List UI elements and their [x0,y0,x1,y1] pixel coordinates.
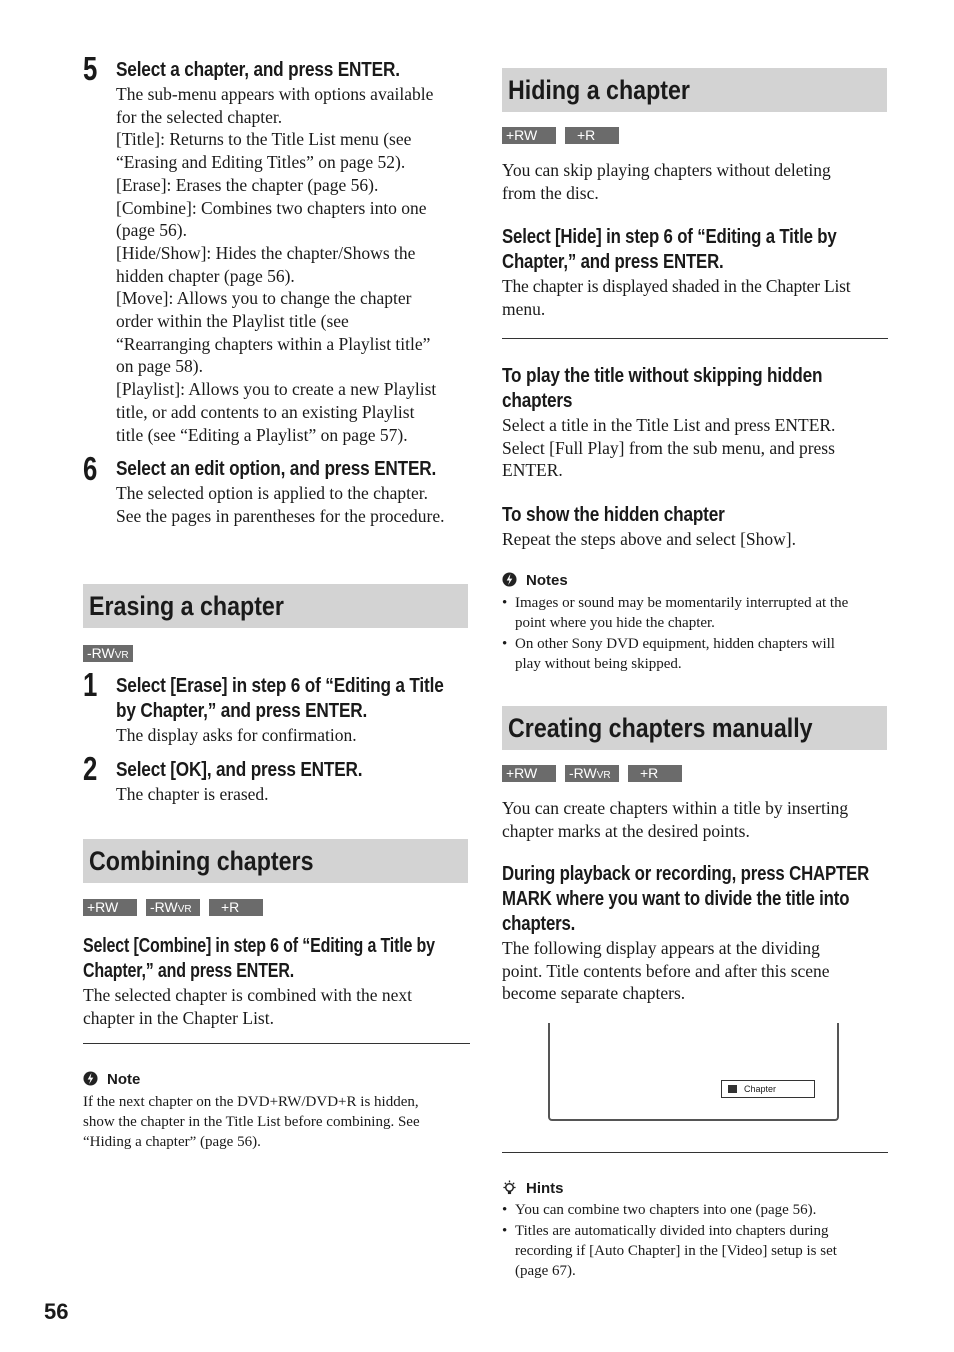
list-item: • On other Sony DVD equipment, hidden chapters will play without being skipped. [502,634,892,674]
instruction-body: The following display appears at the dividing [502,938,820,958]
format-badges [502,765,682,782]
divider [502,1152,888,1153]
subheading: To play the title without skipping hidden [502,365,823,387]
instruction-heading: During playback or recording, press CHAPTER [502,863,870,885]
step-body: The sub-menu appears with options available for the selected chapter. [Title]: Returns to the Title List menu (see “Erasing and Editing Titles” on page 52). [Erase]: Erases the chapter (page 56). [Combine]: Combines two chapters into one (page 56). [Hide/Show]: Hides the chapter/Shows the hidden chapter (page 56). [Move]: Allows you to change the chapter order within the Playlist title (see “Rearranging chapters within a Playlist title” on page 58). [Playlist]: Allows you to create a new Playlist title, or add contents to an existing Playlist title (see “Editing a Playlist” on page 57). [116,84,437,445]
hints-heading [502,1180,564,1198]
sub-body: Select [Full Play] from the sub menu, and press [502,437,835,458]
hiding-intro: You can skip playing chapters without deleting from the disc. [502,160,831,203]
hints-list [502,1200,892,1281]
notes-list [502,593,892,674]
section-title-creating: Creating chapters manually [502,706,887,750]
step-body: The display asks for confirmation. [116,725,357,745]
hints-label: Hints [526,1180,564,1197]
notes-label: Notes [526,572,568,589]
note-label: Note [107,1071,141,1088]
divider [83,1043,470,1044]
tv-screen-illustration [548,1023,839,1121]
badge-rw-vr: -RWVR [565,765,619,782]
notes-heading [502,572,568,590]
play-without-skipping [502,364,888,482]
instruction-body: menu. [502,298,546,319]
instruction-heading: MARK where you want to divide the title into [502,888,850,910]
badge-rw-vr: -RWVR [146,899,200,916]
subheading: To show the hidden chapter [502,504,725,526]
list-item: • Images or sound may be momentarily interrupted at the point where you hide the chapter. [502,593,892,633]
badge-plus-rw: +RW [502,127,556,144]
format-badges [502,127,619,144]
step-heading: by Chapter,” and press ENTER. [116,700,368,722]
lightbulb-icon [502,1180,517,1195]
badge-plus-r: +R [628,765,682,782]
step-number: 5 [83,50,98,87]
instruction-body: become separate chapters. [502,983,686,1004]
create-instruction [502,862,888,1005]
creating-intro: You can create chapters within a title by inserting chapter marks at the desired points. [502,798,849,841]
badge-plus-r: +R [209,899,263,916]
instruction-heading: Chapter,” and press ENTER. [83,960,295,982]
instruction-body: The chapter is displayed shaded in the Chapter List [502,276,851,296]
sub-body: ENTER. [502,460,563,481]
note-heading [83,1071,140,1089]
chapter-label: Chapter [744,1084,777,1094]
hide-instruction [502,225,888,320]
step-heading: Select [OK], and press ENTER. [116,759,363,781]
badge-plus-rw: +RW [83,899,137,916]
instruction-heading: Chapter,” and press ENTER. [502,251,724,273]
show-hidden-chapter [502,503,888,551]
erase-step-2 [83,752,471,806]
sub-body: Select a title in the Title List and press ENTER. [502,415,836,435]
list-item: • You can combine two chapters into one (page 56). [502,1200,892,1220]
step-number: 2 [83,750,98,787]
instruction-heading: Select [Combine] in step 6 of “Editing a Title by [83,935,435,957]
instruction-body: chapter in the Chapter List. [83,1007,274,1028]
section-title-combining: Combining chapters [83,839,468,883]
format-badges [83,645,133,662]
erase-step-1 [83,668,471,747]
step-6 [83,452,471,527]
section-title-erasing: Erasing a chapter [83,584,468,628]
badge-rw-vr: -RWVR [83,645,133,662]
divider [502,338,888,339]
step-number: 1 [83,666,98,703]
badge-plus-rw: +RW [502,765,556,782]
step-heading: Select an edit option, and press ENTER. [116,458,437,480]
step-body: The selected option is applied to the chapter. See the pages in parentheses for the procedure. [116,483,445,526]
note-icon [83,1071,98,1086]
step-heading: Select a chapter, and press ENTER. [116,59,400,81]
chapter-mark-display [721,1080,815,1098]
sub-body: Repeat the steps above and select [Show]. [502,529,797,549]
chapter-icon [728,1085,737,1093]
note-body: If the next chapter on the DVD+RW/DVD+R is hidden, show the chapter in the Title List before combining. See “Hiding a chapter” (page 56). [83,1094,420,1150]
format-badges [83,899,263,916]
combine-instruction [83,934,471,1029]
badge-plus-r: +R [565,127,619,144]
step-number: 6 [83,450,98,487]
instruction-heading: Select [Hide] in step 6 of “Editing a Title by [502,226,837,248]
instruction-body: point. Title contents before and after this scene [502,960,830,981]
step-body: The chapter is erased. [116,784,269,804]
subheading: chapters [502,390,573,412]
section-title-hiding: Hiding a chapter [502,68,887,112]
step-heading: Select [Erase] in step 6 of “Editing a Title [116,675,444,697]
instruction-body: The selected chapter is combined with the next [83,985,412,1005]
note-icon [502,572,517,587]
step-5 [83,52,471,446]
instruction-heading: chapters. [502,913,576,935]
page-number: 56 [44,1299,69,1324]
list-item: • Titles are automatically divided into chapters during recording if [Auto Chapter] in the [Video] setup is set (page 67). [502,1221,892,1281]
